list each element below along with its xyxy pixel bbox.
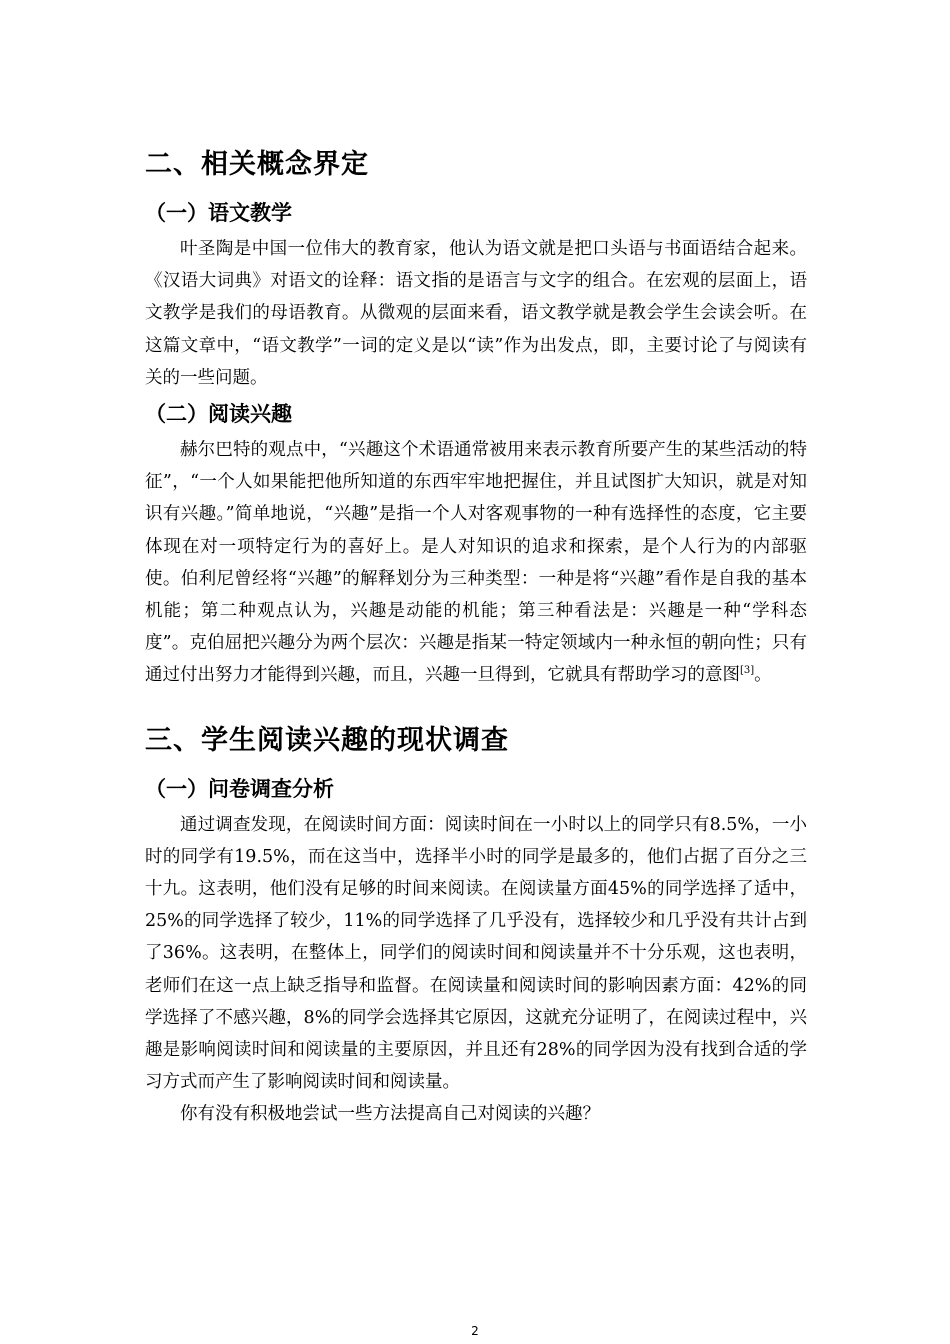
document-page xyxy=(145,140,807,1131)
paragraph-chinese-teaching: 叶圣陶是中国一位伟大的教育家，他认为语文就是把口头语与书面语结合起来。《汉语大词典》对语文的诠释：语文指的是语言与文字的组合。在宏观的层面上，语文教学是我们的母语教育。从微观的层面来看，语文教学就是教会学生会读会听。在这篇文章中，“语文教学”一词的定义是以“读”作为出发点，即，主要讨论了与阅读有关的一些问题。 xyxy=(145,239,807,388)
paragraph-reading-interest xyxy=(145,434,807,692)
paragraph-questionnaire-findings: 通过调查发现，在阅读时间方面：阅读时间在一小时以上的同学只有8.5%，一小时的同学有19.5%，而在这当中，选择半小时的同学是最多的，他们占据了百分之三十九。这表明，他们没有足够的时间来阅读。在阅读量方面45%的同学选择了适中，25%的同学选择了较少，11%的同学选择了几乎没有，选择较少和几乎没有共计占到了36%。这表明，在整体上，同学们的阅读时间和阅读量并不十分乐观，这也表明，老师们在这一点上缺乏指导和监督。在阅读量和阅读时间的影响因素方面：42%的同学选择了不感兴趣，8%的同学会选择其它原因，这就充分证明了，在阅读过程中，兴趣是影响阅读时间和阅读量的主要原因，并且还有28%的同学因为没有找到合适的学习方式而产生了影响阅读时间和阅读量。 xyxy=(145,814,807,1093)
subsection-heading-questionnaire: （一）问卷调查分析 xyxy=(145,776,334,801)
paragraph-reading-interest-text: 赫尔巴特的观点中，“兴趣这个术语通常被用来表示教育所要产生的某些活动的特征”，“一个人如果能把他所知道的东西牢牢地把握住，并且试图扩大知识，就是对知识有兴趣。”简单地说，“兴趣”是指一个人对客观事物的一种有选择性的态度，它主要体现在对一项特定行为的喜好上。是人对知识的追求和探索，是个人行为的内部驱使。伯利尼曾经将“兴趣”的解释划分为三种类型：一种是将“兴趣”看作是自我的基本机能；第二种观点认为，兴趣是动能的机能；第三种看法是：兴趣是一种“学科态度”。克伯屈把兴趣分为两个层次：兴趣是指某一特定领域内一种永恒的朝向性；只有通过付出努力才能得到兴趣，而且，兴趣一旦得到，它就具有帮助学习的意图 xyxy=(145,440,807,686)
page-number: 2 xyxy=(471,1324,479,1338)
paragraph-reading-interest-end: 。 xyxy=(754,665,772,686)
paragraph-questionnaire-question: 你有没有积极地尝试一些方法提高自己对阅读的兴趣？ xyxy=(180,1104,600,1125)
citation-reference: [3] xyxy=(740,665,755,677)
section-heading-concepts: 二、相关概念界定 xyxy=(145,149,369,180)
subsection-heading-chinese-teaching: （一）语文教学 xyxy=(145,201,292,225)
subsection-heading-reading-interest: （二）阅读兴趣 xyxy=(145,402,292,427)
section-heading-survey: 三、学生阅读兴趣的现状调查 xyxy=(145,724,509,756)
spacer xyxy=(145,692,807,716)
